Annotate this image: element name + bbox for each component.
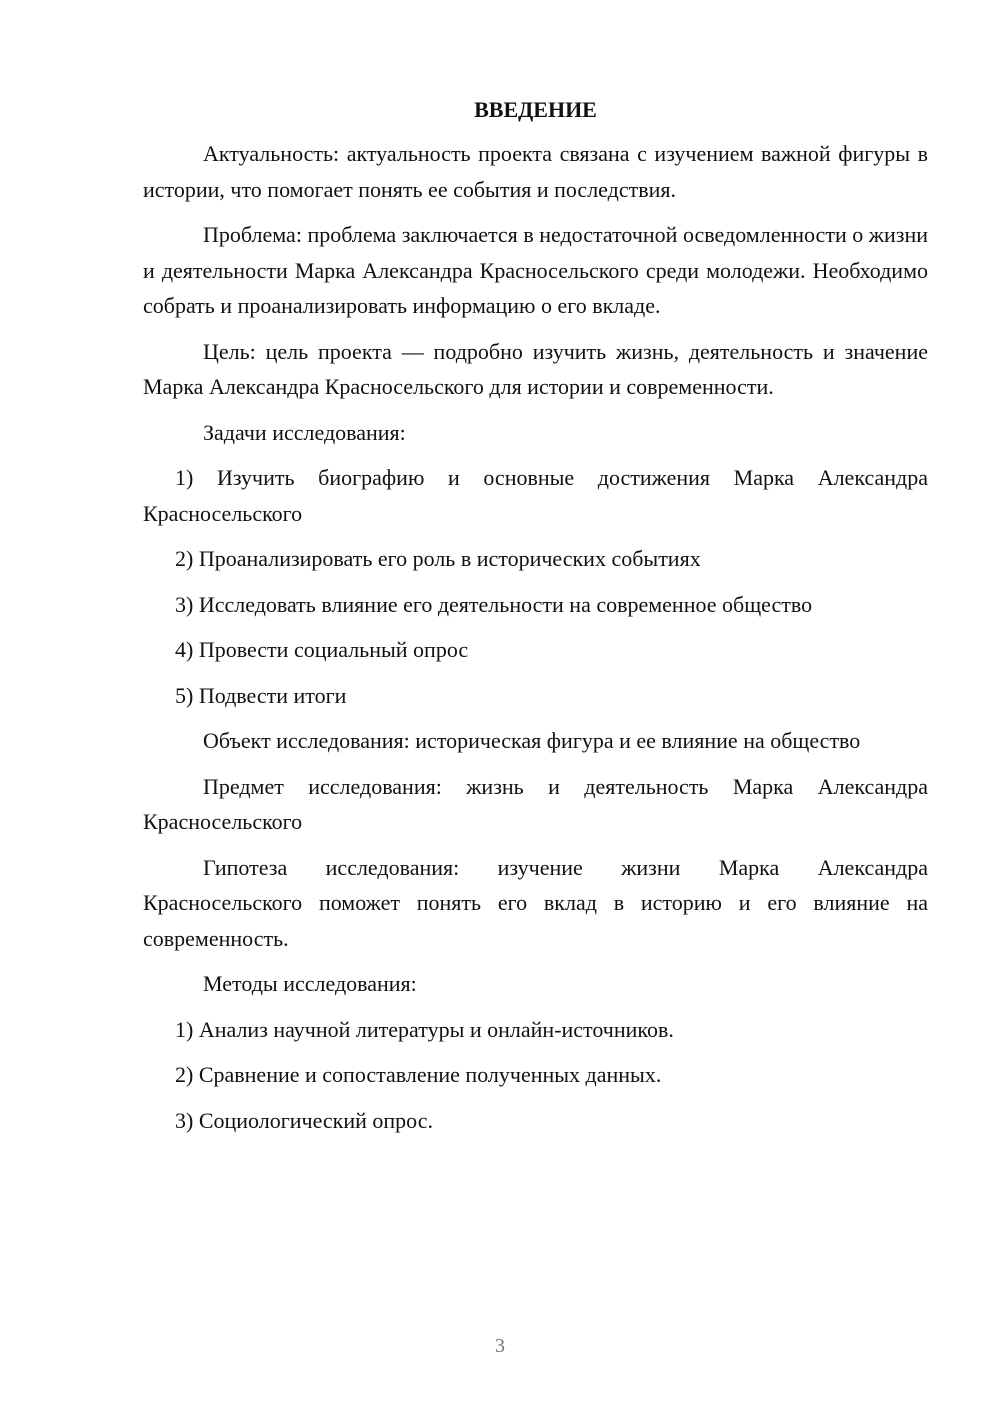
task-item: 2) Проанализировать его роль в исторических событиях: [175, 546, 701, 571]
methods-heading: Методы исследования:: [203, 971, 417, 996]
task-item: 1) Изучить биографию и основные достижения Марка Александра Красносельского: [143, 465, 928, 526]
relevance-paragraph: Актуальность: актуальность проекта связана с изучением важной фигуры в истории, что помогает понять ее события и последствия.: [143, 141, 928, 202]
goal-paragraph: Цель: цель проекта — подробно изучить жизнь, деятельность и значение Марка Александра Красносельского для истории и современности.: [143, 338, 928, 399]
task-item: 3) Исследовать влияние его деятельности на современное общество: [175, 591, 813, 617]
subject-paragraph: Предмет исследования: жизнь и деятельность Марка Александра Красносельского: [143, 773, 928, 834]
method-item: 2) Сравнение и сопоставление полученных данных.: [175, 1062, 662, 1087]
method-item: 3) Социологический опрос.: [175, 1107, 433, 1133]
task-item: 5) Подвести итоги: [175, 682, 347, 708]
object-paragraph: Объект исследования: историческая фигура и ее влияние на общество: [203, 728, 861, 753]
document-page: [143, 92, 928, 1148]
page-number: 3: [495, 1335, 505, 1357]
problem-paragraph: Проблема: проблема заключается в недостаточной осведомленности о жизни и деятельности Марка Александра Красносельского среди молодежи. Необходимо собрать и проанализировать информацию о его вкладе.: [143, 222, 928, 318]
section-title: ВВЕДЕНИЕ: [474, 97, 597, 122]
tasks-heading: Задачи исследования:: [203, 419, 406, 445]
method-item: 1) Анализ научной литературы и онлайн-источников.: [175, 1016, 674, 1042]
hypothesis-paragraph: Гипотеза исследования: изучение жизни Марка Александра Красносельского поможет понять его вклад в историю и его влияние на современность.: [143, 854, 928, 951]
task-item: 4) Провести социальный опрос: [175, 637, 469, 662]
